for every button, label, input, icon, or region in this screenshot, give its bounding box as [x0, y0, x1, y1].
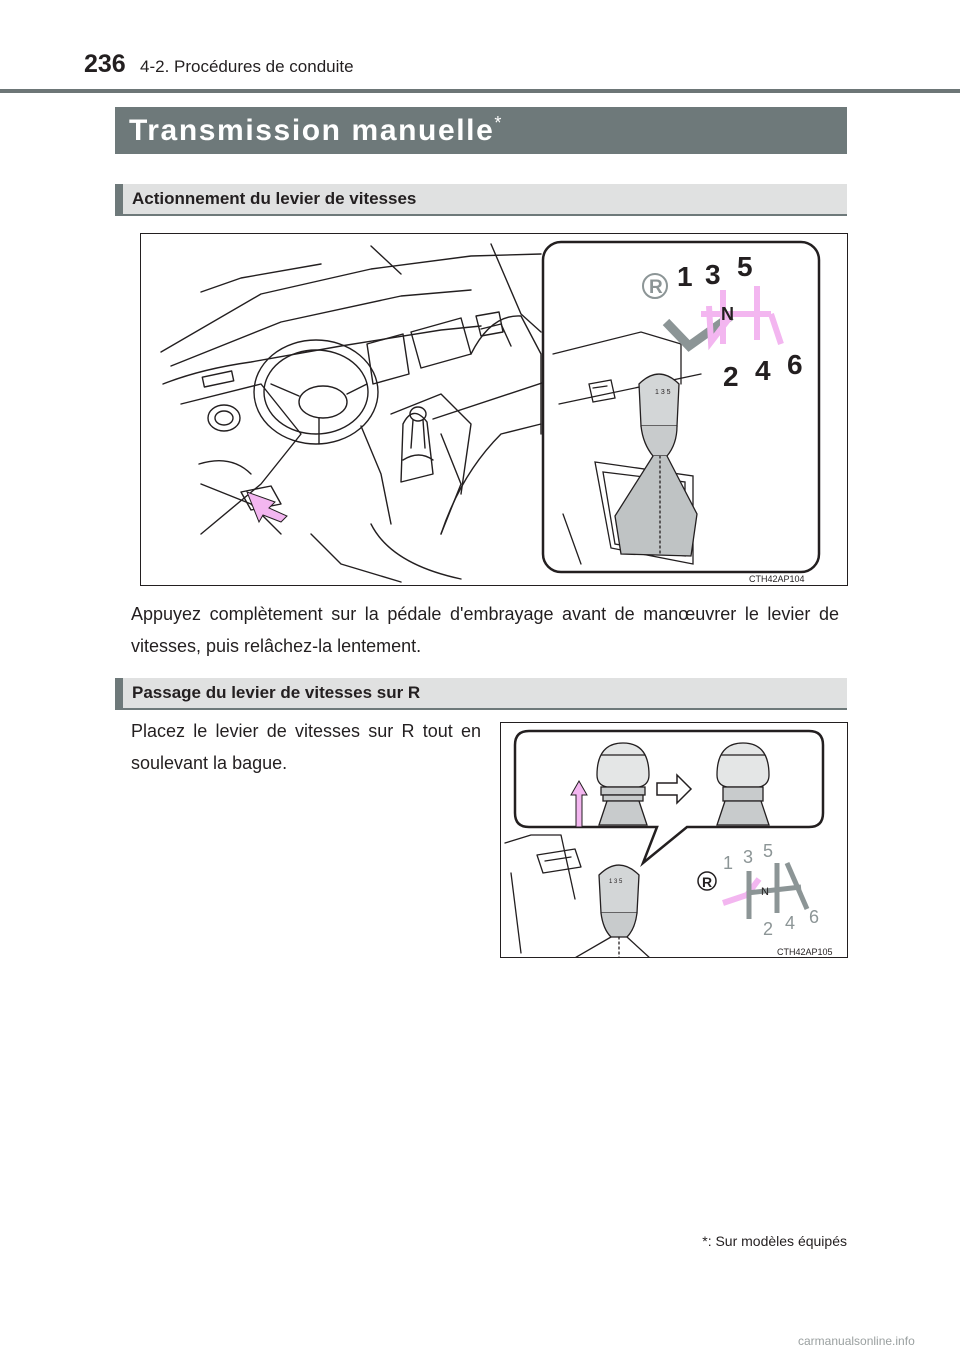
section-heading-shift-label: Actionnement du levier de vitesses — [132, 189, 417, 208]
figure-code: CTH42AP104 — [749, 574, 805, 584]
svg-text:1 3 5: 1 3 5 — [655, 389, 671, 396]
gear-label: 1 — [723, 853, 734, 873]
page-title-bar — [115, 107, 847, 154]
heading-accent — [115, 678, 123, 708]
gear-label: 2 — [723, 361, 739, 392]
gear-label: 3 — [743, 847, 754, 867]
gear-label: 6 — [809, 907, 820, 927]
gear-label: 4 — [785, 913, 796, 933]
reverse-gear-illustration — [501, 723, 848, 958]
body-text-reverse: Placez le levier de vitesses sur R tout en soulevant la bague. — [131, 721, 481, 773]
footnote-text: : Sur modèles équipés — [707, 1233, 847, 1249]
gear-label: 2 — [763, 919, 774, 939]
gear-label: 5 — [763, 841, 774, 861]
gear-label: R — [702, 874, 713, 890]
section-path: 4-2. Procédures de conduite — [140, 57, 354, 76]
page-title-text: Transmission manuelle — [129, 114, 495, 147]
gear-label: 6 — [787, 349, 803, 380]
gear-label: R — [649, 277, 663, 298]
gear-label: N — [721, 304, 734, 324]
figure-code: CTH42AP105 — [777, 947, 833, 957]
section-heading-reverse-label: Passage du levier de vitesses sur R — [132, 683, 421, 702]
footnote-asterisk: * — [702, 1233, 708, 1249]
gear-label: 4 — [755, 355, 771, 386]
gear-label: N — [761, 886, 769, 898]
figure-shift-lever — [140, 233, 848, 586]
watermark-text: carmanualsonline.info — [798, 1334, 915, 1348]
heading-accent — [115, 184, 123, 214]
body-text-shift: Appuyez complètement sur la pédale d'embrayage avant de manœuvrer le levier de vitesses, puis relâchez-la lentement. — [131, 604, 839, 656]
title-asterisk: * — [494, 113, 502, 133]
gear-pattern-small — [698, 841, 819, 939]
section-heading-reverse — [115, 678, 847, 710]
gear-label: 5 — [737, 251, 753, 282]
dashboard-illustration — [141, 234, 848, 586]
gear-label: 1 — [677, 261, 693, 292]
footnote — [702, 1233, 847, 1249]
pedal-arrow-icon — [247, 492, 287, 522]
svg-text:1 3 5: 1 3 5 — [609, 879, 623, 885]
section-heading-shift — [115, 184, 847, 216]
figure-reverse-gear — [500, 722, 848, 958]
gear-label: 3 — [705, 259, 721, 290]
page-title — [129, 113, 501, 148]
page-number: 236 — [84, 50, 126, 78]
header-rule — [0, 89, 960, 93]
